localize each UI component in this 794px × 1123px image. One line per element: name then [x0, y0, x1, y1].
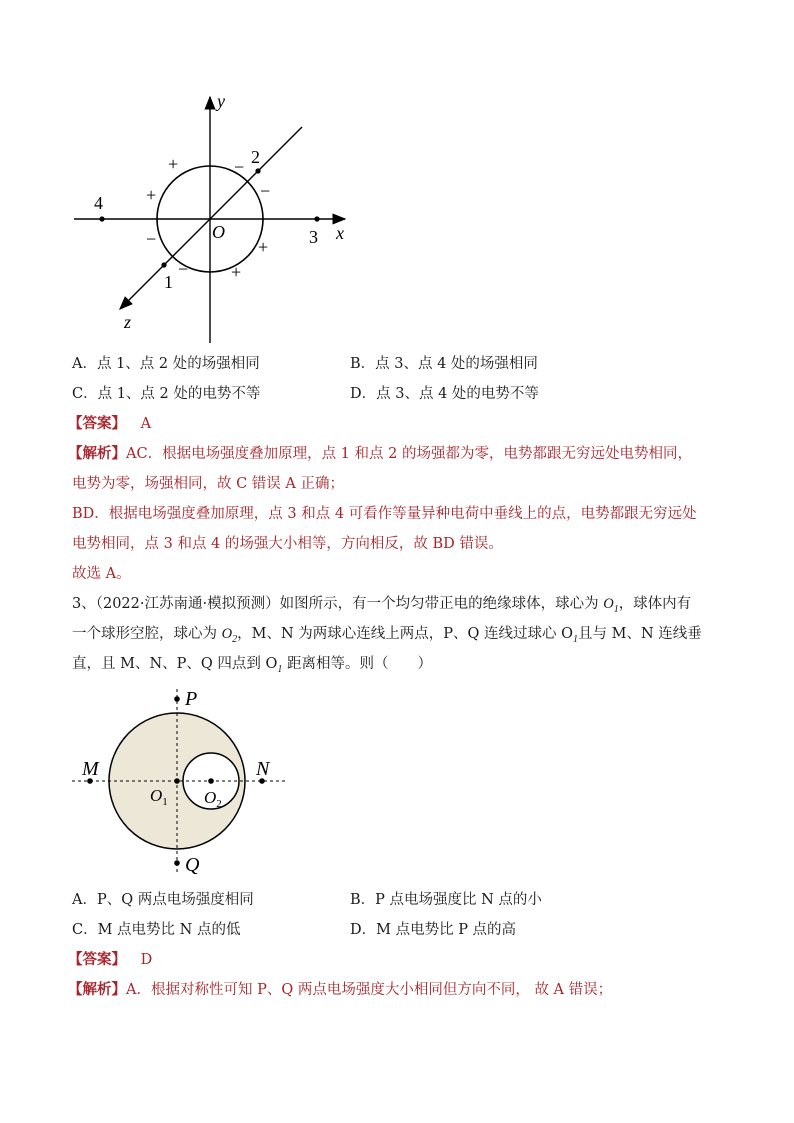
label-point-1: 1: [164, 272, 173, 292]
point-1: [161, 262, 166, 267]
stem-text: 直，且 M、N、P、Q 四点到 O: [72, 656, 278, 672]
q3-option-c: C．M 点电势比 N 点的低: [72, 922, 241, 938]
analysis-tag: 【解析】: [68, 981, 126, 998]
analysis-text: AC．根据电场强度叠加原理，点 1 和点 2 的场强都为零，电势都跟无穷远处电势相同，: [126, 446, 692, 462]
stem-text: 3、（2022·江苏南通·模拟预测）如图所示，有一个均匀带正电的绝缘球体，球心为: [72, 596, 604, 612]
sign-minus: −: [260, 181, 271, 201]
stem-text: 且与 M、N 连线垂: [578, 626, 702, 642]
label-O1: $O_1$: [150, 786, 168, 808]
answer-tag: 【答案】: [68, 951, 126, 968]
point-4: [99, 216, 104, 221]
stem-text: 一个球形空腔，球心为: [72, 626, 222, 642]
sign-plus: +: [258, 237, 269, 257]
point-O1: [174, 778, 180, 784]
label-O2: $O_2$: [204, 788, 222, 810]
sign-plus: +: [146, 185, 157, 205]
q3-stem-line-3: [72, 654, 432, 680]
symbol-o1: O: [603, 596, 614, 612]
sign-minus: −: [146, 229, 157, 249]
q3-stem-line-1: [72, 594, 691, 620]
label-point-2: 2: [251, 147, 260, 167]
sign-minus: −: [178, 259, 189, 279]
q2-option-c: C．点 1、点 2 处的电势不等: [72, 386, 261, 402]
stem-text: ，球体内有: [618, 596, 692, 612]
stem-text: 距离相等。则（ ）: [282, 656, 433, 672]
q2-analysis-line-4: 电势相同，点 3 和点 4 的场强大小相等，方向相反，故 BD 错误。: [72, 536, 503, 552]
figure-sphere-cavity: [68, 685, 308, 880]
q2-answer-row: [68, 414, 151, 434]
answer-value: A: [140, 416, 152, 432]
q2-analysis-line-2: 电势为零，场强相同，故 C 错误 A 正确；: [72, 476, 345, 492]
label-Q: Q: [185, 854, 200, 876]
label-point-3: 3: [309, 227, 318, 247]
q3-analysis-line-1: [68, 980, 612, 1000]
label-origin: O: [212, 222, 225, 242]
q2-conclusion: 故选 A。: [72, 566, 131, 582]
label-point-4: 4: [94, 193, 103, 213]
q3-option-b: B．P 点电场强度比 N 点的小: [350, 892, 542, 908]
figure-coordinate-sphere: [60, 85, 370, 350]
q3-option-a: A．P、Q 两点电场强度相同: [72, 892, 254, 908]
q2-option-a: A．点 1、点 2 处的场强相同: [72, 356, 260, 372]
point-2: [255, 168, 260, 173]
q3-answer-row: [68, 950, 152, 970]
subscript: 1: [573, 633, 578, 645]
q2-option-b: B．点 3、点 4 处的场强相同: [350, 356, 538, 372]
analysis-tag: 【解析】: [68, 445, 126, 462]
label-P: P: [185, 688, 198, 710]
q3-option-d: D．M 点电势比 P 点的高: [350, 922, 517, 938]
label-N: N: [256, 758, 270, 780]
stem-text: ，M、N 为两球心连线上两点，P、Q 连线过球心 O: [237, 626, 573, 642]
point-P: [174, 696, 180, 702]
analysis-text: A．根据对称性可知 P、Q 两点电场强度大小相同但方向不同， 故 A 错误；: [126, 982, 613, 998]
symbol-o2: O: [221, 626, 233, 642]
q2-analysis-line-3: BD．根据电场强度叠加原理，点 3 和点 4 可看作等量异种电荷中垂线上的点，电势都跟无穷远处: [72, 506, 697, 522]
answer-value: D: [140, 952, 153, 968]
label-M: M: [82, 758, 99, 780]
point-O2: [208, 778, 214, 784]
point-3: [314, 216, 319, 221]
label-z: z: [124, 312, 132, 332]
q3-stem-line-2: [72, 624, 702, 650]
subscript: 1: [613, 603, 619, 615]
subscript: 1: [277, 663, 283, 675]
point-Q: [174, 860, 180, 866]
label-y: y: [217, 91, 225, 111]
sign-plus: +: [168, 154, 179, 174]
answer-tag: 【答案】: [68, 415, 126, 432]
label-x: x: [336, 223, 344, 243]
sign-minus: −: [234, 157, 245, 177]
sign-plus: +: [231, 262, 242, 282]
q2-analysis-line-1: [68, 444, 692, 464]
q2-option-d: D．点 3、点 4 处的电势不等: [350, 386, 539, 402]
z-axis: [120, 127, 302, 309]
subscript: 2: [232, 633, 238, 645]
